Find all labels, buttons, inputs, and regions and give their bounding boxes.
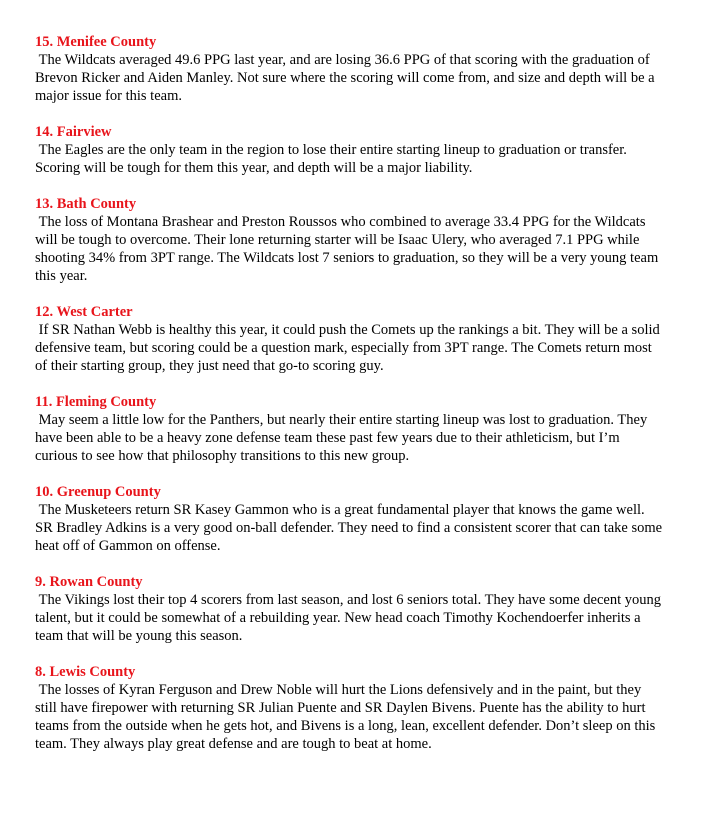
ranking-description: The Eagles are the only team in the region to lose their entire starting lineup to graduation or transfer. Scoring will be tough for them this year, and depth will be a major liability. xyxy=(35,142,631,176)
ranking-title: 15. Menifee County xyxy=(35,34,157,50)
rankings-document xyxy=(35,33,665,771)
ranking-description: May seem a little low for the Panthers, but nearly their entire starting lineup was lost to graduation. They have been able to be a heavy zone defense team these past few years due to their athleticism, but I’m curious to see how that philosophy transitions to this new group. xyxy=(35,412,651,464)
ranking-title: 14. Fairview xyxy=(35,124,112,140)
ranking-title: 8. Lewis County xyxy=(35,664,136,680)
ranking-description: The losses of Kyran Ferguson and Drew Noble will hurt the Lions defensively and in the paint, but they still have firepower with returning SR Julian Puente and SR Daylen Bivens. Puente has the ability to hurt teams from the outside when he gets hot, and Bivens is a long, lean, excellent defender. Don’t sleep on this team. They always play great defense and are tough to beat at home. xyxy=(35,682,659,752)
ranking-entry xyxy=(35,663,665,753)
ranking-entry xyxy=(35,573,665,645)
ranking-description: The Wildcats averaged 49.6 PPG last year, and are losing 36.6 PPG of that scoring with the graduation of Brevon Ricker and Aiden Manley. Not sure where the scoring will come from, and size and depth will be a major issue for this team. xyxy=(35,52,659,104)
ranking-entry xyxy=(35,33,665,105)
ranking-entry xyxy=(35,483,665,555)
ranking-description: The loss of Montana Brashear and Preston Roussos who combined to average 33.4 PPG for the Wildcats will be tough to overcome. Their lone returning starter will be Isaac Ulery, who averaged 7.1 PPG while shooting 34% from 3PT range. The Wildcats lost 7 seniors to graduation, so they will be a very young team this year. xyxy=(35,214,662,284)
ranking-description: The Musketeers return SR Kasey Gammon who is a great fundamental player that knows the game well. SR Bradley Adkins is a very good on-ball defender. They need to find a consistent scorer that can take some heat off of Gammon on offense. xyxy=(35,502,666,554)
ranking-description: If SR Nathan Webb is healthy this year, it could push the Comets up the rankings a bit. They will be a solid defensive team, but scoring could be a question mark, especially from 3PT range. The Comets return most of their starting group, they just need that go-to scoring guy. xyxy=(35,322,664,374)
ranking-title: 11. Fleming County xyxy=(35,394,157,410)
ranking-entry xyxy=(35,393,665,465)
ranking-title: 10. Greenup County xyxy=(35,484,161,500)
ranking-title: 13. Bath County xyxy=(35,196,137,212)
ranking-entry xyxy=(35,303,665,375)
ranking-title: 12. West Carter xyxy=(35,304,133,320)
ranking-title: 9. Rowan County xyxy=(35,574,143,590)
ranking-description: The Vikings lost their top 4 scorers from last season, and lost 6 seniors total. They have some decent young talent, but it could be somewhat of a rebuilding year. New head coach Timothy Kochendoerfer inherits a team that will be young this season. xyxy=(35,592,665,644)
ranking-entry xyxy=(35,123,665,177)
ranking-entry xyxy=(35,195,665,285)
